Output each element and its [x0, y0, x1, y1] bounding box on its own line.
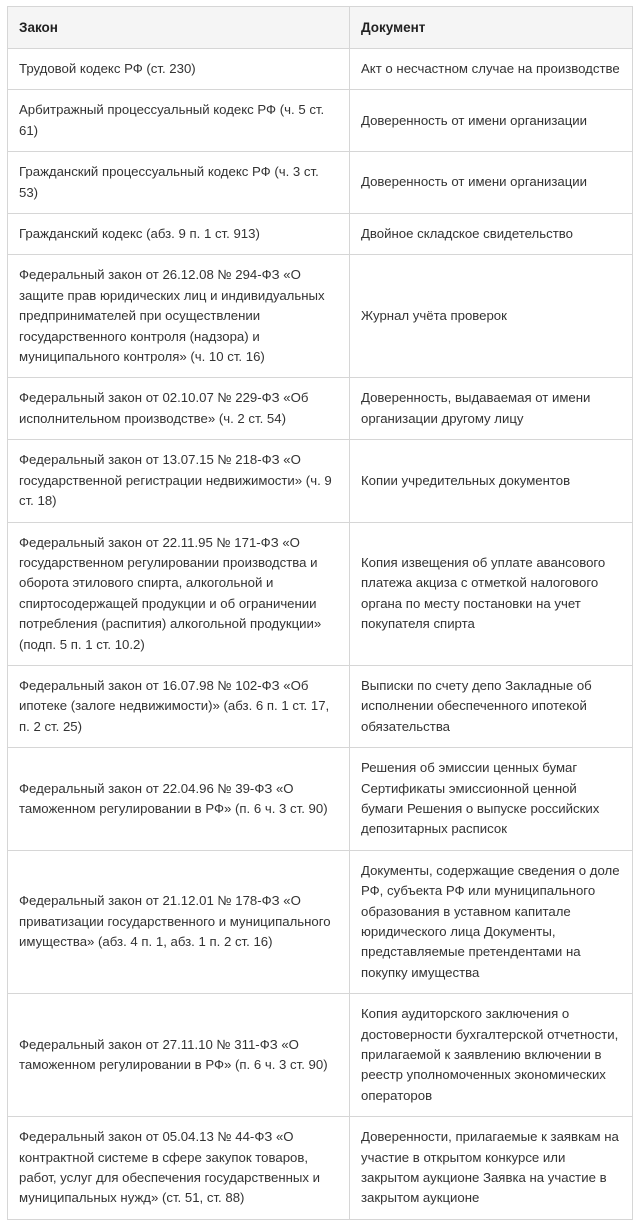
law-document-table: [7, 6, 633, 1220]
table-header-row: [8, 7, 633, 49]
document-cell: Решения об эмиссии ценных бумаг Сертификаты эмиссионной ценной бумаги Решения о выпуске российских депозитарных расписок: [350, 748, 633, 851]
law-cell: Федеральный закон от 22.04.96 № 39-ФЗ «О таможенном регулировании в РФ» (п. 6 ч. 3 ст. 90): [8, 748, 350, 851]
law-cell: Федеральный закон от 16.07.98 № 102-ФЗ «Об ипотеке (залоге недвижимости)» (абз. 6 п. 1 ст. 17, п. 2 ст. 25): [8, 665, 350, 747]
table-row: [8, 49, 633, 90]
law-cell: Федеральный закон от 27.11.10 № 311-ФЗ «О таможенном регулировании в РФ» (п. 6 ч. 3 ст. 90): [8, 994, 350, 1117]
law-document-table-wrapper: [7, 6, 632, 1220]
document-cell: Акт о несчастном случае на производстве: [350, 49, 633, 90]
document-cell: Копии учредительных документов: [350, 440, 633, 522]
law-cell: Гражданский кодекс (абз. 9 п. 1 ст. 913): [8, 214, 350, 255]
table-row: [8, 378, 633, 440]
law-cell: Федеральный закон от 13.07.15 № 218-ФЗ «О государственной регистрации недвижимости» (ч. 9 ст. 18): [8, 440, 350, 522]
document-cell: Доверенности, прилагаемые к заявкам на участие в открытом конкурсе или закрытом аукционе Заявка на участие в закрытом аукционе: [350, 1117, 633, 1220]
table-row: [8, 522, 633, 665]
table-row: [8, 1117, 633, 1220]
law-cell: Трудовой кодекс РФ (ст. 230): [8, 49, 350, 90]
table-row: [8, 440, 633, 522]
document-cell: Выписки по счету депо Закладные об исполнении обеспеченного ипотекой обязательства: [350, 665, 633, 747]
law-cell: Федеральный закон от 05.04.13 № 44-ФЗ «О контрактной системе в сфере закупок товаров, работ, услуг для обеспечения государственных и муниципальных нужд» (ст. 51, ст. 88): [8, 1117, 350, 1220]
table-row: [8, 665, 633, 747]
table-row: [8, 994, 633, 1117]
column-header-law: Закон: [8, 7, 350, 49]
document-cell: Копия извещения об уплате авансового платежа акциза с отметкой налогового органа по месту постановки на учет покупателя спирта: [350, 522, 633, 665]
law-cell: Арбитражный процессуальный кодекс РФ (ч. 5 ст. 61): [8, 90, 350, 152]
law-cell: Федеральный закон от 26.12.08 № 294-ФЗ «О защите прав юридических лиц и индивидуальных предпринимателей при осуществлении государственного контроля (надзора) и муниципального контроля» (ч. 10 ст. 16): [8, 255, 350, 378]
table-row: [8, 748, 633, 851]
document-cell: Доверенность от имени организации: [350, 152, 633, 214]
table-row: [8, 850, 633, 993]
table-row: [8, 90, 633, 152]
table-row: [8, 255, 633, 378]
document-cell: Доверенность, выдаваемая от имени организации другому лицу: [350, 378, 633, 440]
document-cell: Документы, содержащие сведения о доле РФ, субъекта РФ или муниципального образования в уставном капитале юридического лица Документы, представляемые претендентами на покупку имущества: [350, 850, 633, 993]
law-cell: Федеральный закон от 02.10.07 № 229-ФЗ «Об исполнительном производстве» (ч. 2 ст. 54): [8, 378, 350, 440]
document-cell: Журнал учёта проверок: [350, 255, 633, 378]
law-cell: Федеральный закон от 22.11.95 № 171-ФЗ «О государственном регулировании производства и оборота этилового спирта, алкогольной и спиртосодержащей продукции и об ограничении потребления (распития) алкогольной продукции» (подп. 5 п. 1 ст. 10.2): [8, 522, 350, 665]
document-cell: Двойное складское свидетельство: [350, 214, 633, 255]
column-header-document: Документ: [350, 7, 633, 49]
table-row: [8, 152, 633, 214]
document-cell: Копия аудиторского заключения о достоверности бухгалтерской отчетности, прилагаемой к заявлению включении в реестр уполномоченных экономических операторов: [350, 994, 633, 1117]
law-cell: Гражданский процессуальный кодекс РФ (ч. 3 ст. 53): [8, 152, 350, 214]
table-row: [8, 214, 633, 255]
document-cell: Доверенность от имени организации: [350, 90, 633, 152]
law-cell: Федеральный закон от 21.12.01 № 178-ФЗ «О приватизации государственного и муниципального имущества» (абз. 4 п. 1, абз. 1 п. 2 ст. 16): [8, 850, 350, 993]
